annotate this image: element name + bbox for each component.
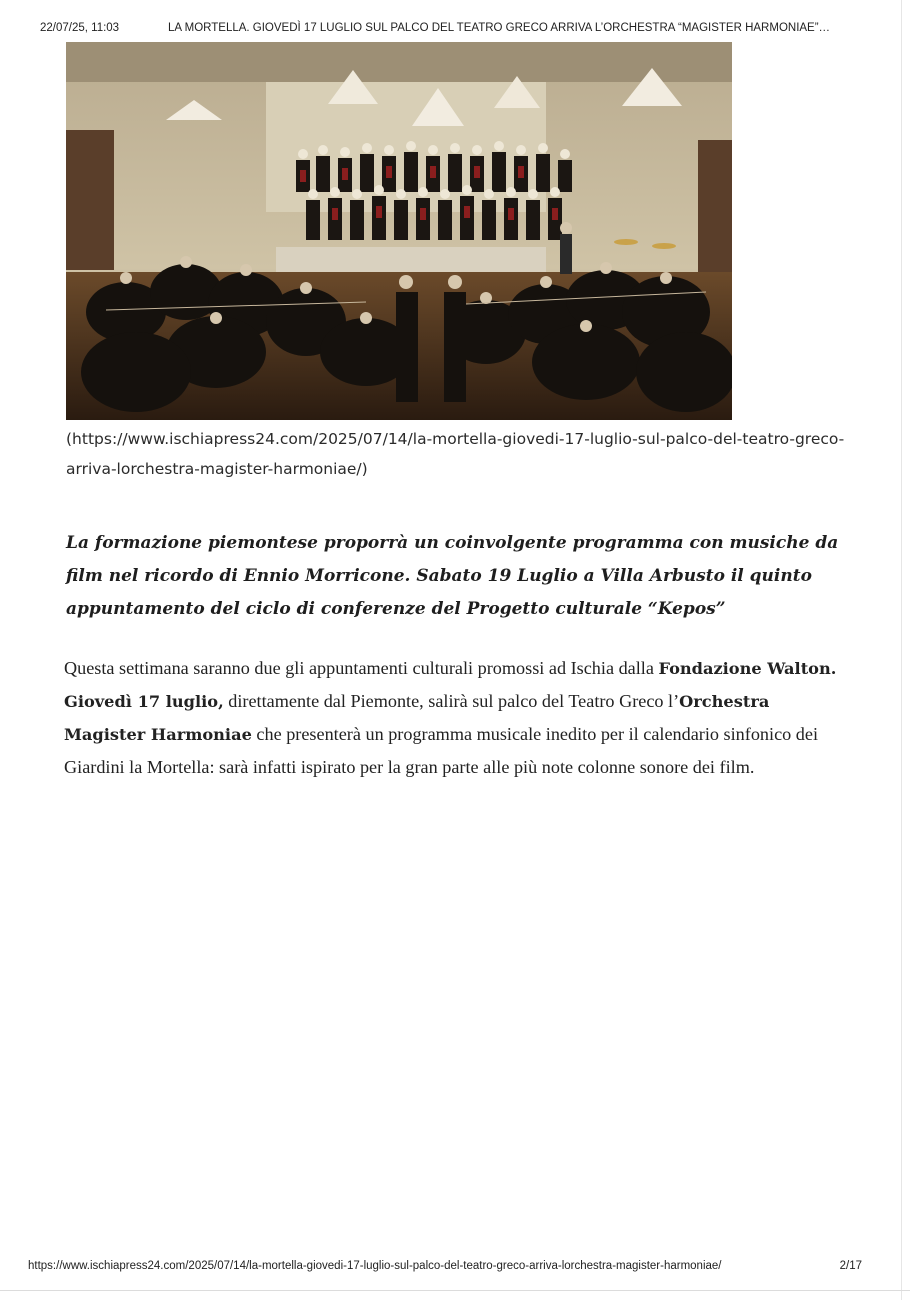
image-source-link[interactable]: (https://www.ischiapress24.com/2025/07/14/la-mortella-giovedi-17-luglio-sul-palco-del-teatro-greco-arriva-lorchestra-magister-harmoniae/): [66, 430, 845, 478]
article-subtitle: La formazione piemontese proporrà un coinvolgente programma con musiche da film nel ricordo di Ennio Morricone. Sabato 19 Luglio a Villa Arbusto il quinto appuntamento del ciclo di conferenze del Progetto culturale “Kepos”: [66, 533, 839, 619]
paragraph-bold-2: Orchestra Magister Harmoniae: [64, 692, 770, 744]
print-page-title: LA MORTELLA. GIOVEDÌ 17 LUGLIO SUL PALCO DEL TEATRO GRECO ARRIVA L’ORCHESTRA “MAGISTER HARMONIAE”…: [168, 22, 831, 34]
scan-edge: [901, 0, 902, 1300]
paragraph-text-3: che presenterà un programma musicale inedito per il calendario sinfonico dei Giardini la Mortella: sarà infatti ispirato per la gran parte alle più note colonne sonore dei film.: [64, 724, 818, 777]
paragraph-text-2: direttamente dal Piemonte, salirà sul palco del Teatro Greco l’: [223, 691, 680, 711]
orchestra-concert-image: [66, 42, 732, 420]
print-footer-url: https://www.ischiapress24.com/2025/07/14/la-mortella-giovedi-17-luglio-sul-palco-del-teatro-greco-arriva-lorchestra-magister-harmoniae/: [28, 1260, 722, 1272]
scan-bottom-edge: [0, 1290, 910, 1291]
article-paragraph: [64, 652, 854, 784]
orchestra-photo: [66, 42, 732, 420]
paragraph-bold-1: Fondazione Walton. Giovedì 17 luglio,: [64, 659, 837, 711]
paragraph-text-1: Questa settimana saranno due gli appuntamenti culturali promossi ad Ischia dalla: [64, 658, 659, 678]
page-number: 2/17: [839, 1260, 862, 1272]
print-datetime: 22/07/25, 11:03: [40, 22, 120, 34]
